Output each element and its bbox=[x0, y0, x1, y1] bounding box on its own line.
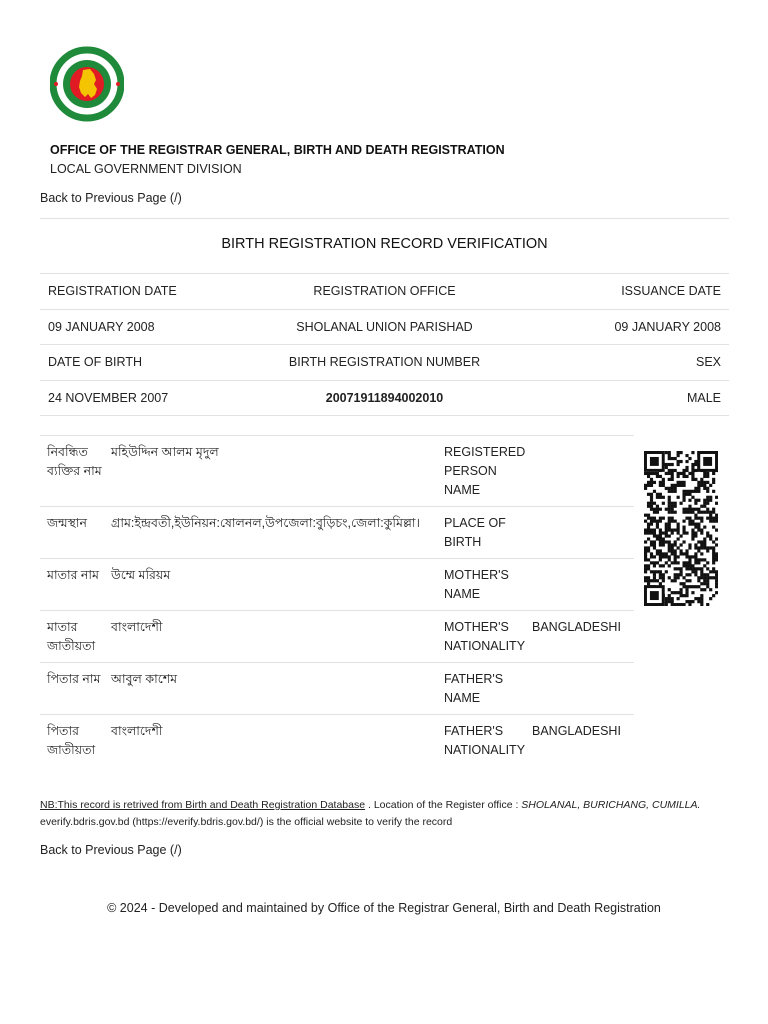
bn-label: নিবন্ধিত ব্যক্তির নাম bbox=[47, 445, 102, 478]
qr-code-icon bbox=[644, 451, 718, 606]
back-to-previous-page-link[interactable]: Back to Previous Page (/) bbox=[40, 191, 182, 205]
detail-row-father-name bbox=[40, 663, 634, 715]
bn-label: জন্মস্থান bbox=[47, 516, 88, 530]
en-value bbox=[532, 566, 634, 604]
footer-copyright: © 2024 - Developed and maintained by Office of the Registrar General, Birth and Death Registration bbox=[107, 901, 661, 915]
government-seal-icon bbox=[50, 46, 124, 124]
en-value: BANGLADESHI bbox=[532, 724, 621, 738]
registration-date-value: 09 JANUARY 2008 bbox=[40, 309, 270, 345]
registration-date-label: REGISTRATION DATE bbox=[40, 274, 270, 310]
en-value bbox=[532, 443, 634, 500]
birth-registration-number-value: 20071911894002010 bbox=[270, 380, 499, 416]
registration-meta-table bbox=[40, 273, 729, 416]
detail-row-place-of-birth bbox=[40, 507, 634, 559]
office-title: OFFICE OF THE REGISTRAR GENERAL, BIRTH AND DEATH REGISTRATION bbox=[50, 143, 505, 157]
registration-office-label: REGISTRATION OFFICE bbox=[270, 274, 499, 310]
detail-row-mother-nationality bbox=[40, 611, 634, 663]
verification-website-note: everify.bdris.gov.bd (https://everify.bdris.gov.bd/) is the official website to verify the record bbox=[40, 816, 453, 828]
database-note bbox=[40, 799, 700, 811]
bn-value: উম্মে মরিয়ম bbox=[111, 568, 171, 582]
register-office-location: SHOLANAL, BURICHANG, CUMILLA. bbox=[521, 799, 701, 811]
issuance-date-label: ISSUANCE DATE bbox=[499, 274, 729, 310]
date-of-birth-label: DATE OF BIRTH bbox=[40, 345, 270, 381]
en-label: PLACE OF BIRTH bbox=[444, 516, 506, 549]
registration-office-value: SHOLANAL UNION PARISHAD bbox=[270, 309, 499, 345]
en-label: FATHER'S NATIONALITY bbox=[444, 724, 526, 757]
bn-value: গ্রাম:ইন্দ্রবতী,ইউনিয়ন:ষোলনল,উপজেলা:বুড়িচং,জেলা:কুমিল্লা। bbox=[111, 516, 420, 530]
back-to-previous-page-link-bottom[interactable]: Back to Previous Page (/) bbox=[40, 843, 182, 857]
person-details bbox=[40, 435, 634, 766]
sex-value: MALE bbox=[499, 380, 729, 416]
bn-value: মহিউদ্দিন আলম মৃদুল bbox=[111, 445, 219, 459]
en-label: MOTHER'S NATIONALITY bbox=[444, 620, 526, 653]
issuance-date-value: 09 JANUARY 2008 bbox=[499, 309, 729, 345]
bn-label: মাতার জাতীয়তা bbox=[47, 620, 96, 653]
table-row bbox=[40, 345, 729, 381]
detail-row-registered-name bbox=[40, 435, 634, 507]
en-label: MOTHER'S NAME bbox=[444, 568, 509, 601]
bn-label: পিতার জাতীয়তা bbox=[47, 724, 96, 757]
table-row bbox=[40, 380, 729, 416]
bn-value: আবুল কাশেম bbox=[111, 672, 178, 686]
divider bbox=[40, 218, 729, 219]
detail-row-father-nationality bbox=[40, 715, 634, 766]
page-title: BIRTH REGISTRATION RECORD VERIFICATION bbox=[221, 236, 548, 252]
nb-text: NB:This record is retrived from Birth and Death Registration Database bbox=[40, 799, 366, 811]
office-subtitle: LOCAL GOVERNMENT DIVISION bbox=[50, 162, 242, 176]
table-row bbox=[40, 309, 729, 345]
en-value: BANGLADESHI bbox=[532, 620, 621, 634]
bn-label: পিতার নাম bbox=[47, 672, 101, 686]
bn-label: মাতার নাম bbox=[47, 568, 99, 582]
detail-row-mother-name bbox=[40, 559, 634, 611]
location-prefix: . Location of the Register office : bbox=[365, 799, 522, 811]
bn-value: বাংলাদেশী bbox=[111, 620, 163, 634]
date-of-birth-value: 24 NOVEMBER 2007 bbox=[40, 380, 270, 416]
table-row bbox=[40, 274, 729, 310]
en-label: REGISTERED PERSON NAME bbox=[444, 445, 526, 497]
birth-registration-number-label: BIRTH REGISTRATION NUMBER bbox=[270, 345, 499, 381]
bn-value: বাংলাদেশী bbox=[111, 724, 163, 738]
en-value bbox=[532, 514, 634, 552]
sex-label: SEX bbox=[499, 345, 729, 381]
en-label: FATHER'S NAME bbox=[444, 672, 504, 705]
en-value bbox=[532, 670, 634, 708]
